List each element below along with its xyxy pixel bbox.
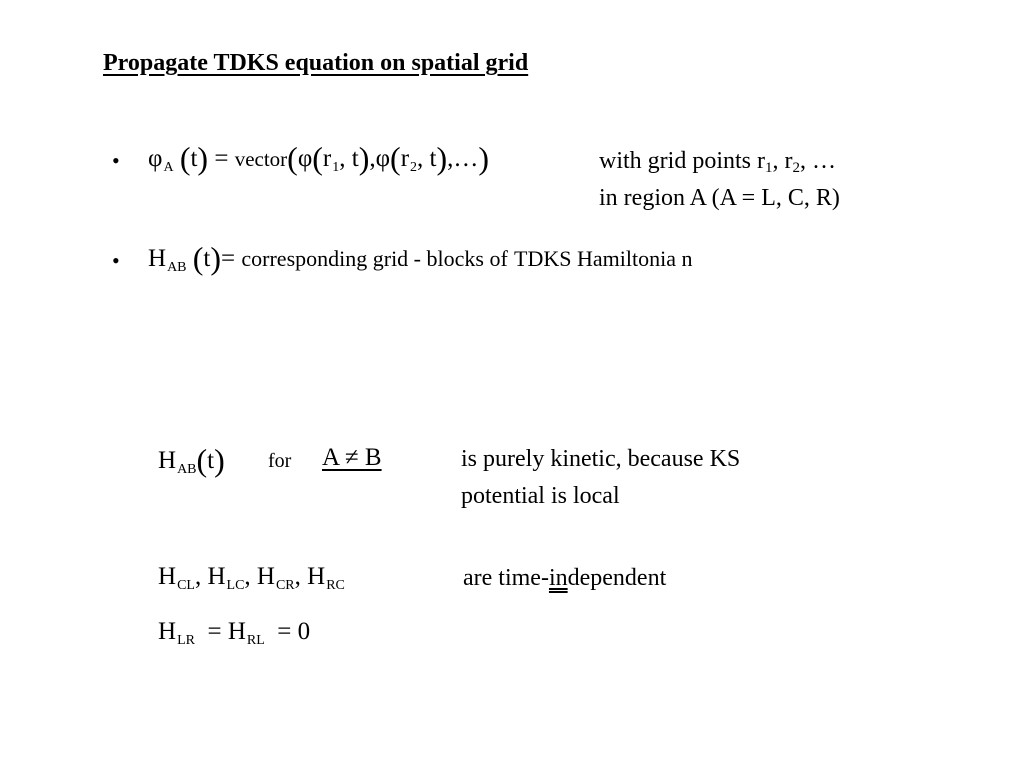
kinetic-explanation-line1: is purely kinetic, because KS [461, 446, 741, 472]
equation-phi: $\varphi_A$ $(t) = vector(\varphi(r_1$, $t),\varphi(r_2$, t),…) [148, 140, 490, 176]
equation-coupling-blocks: $H_{CL}$, $H_{LC}$, $H_{CR}$, $H_{RC}$ [158, 563, 345, 593]
region-note: in region A (A = L, C, R) [599, 185, 840, 211]
time-variable: t [190, 145, 198, 172]
grid-points-note: with grid points $r_1$, $r_2$, … [599, 148, 836, 176]
time-independent-note: are time-independent [463, 565, 667, 591]
equation-hamiltonian-block: $H_{AB}$ (t)= corresponding grid - blocks of TDKS Hamiltonia n [148, 240, 693, 276]
vector-word: vector [234, 147, 288, 171]
slide-title: Propagate TDKS equation on spatial grid [103, 50, 529, 76]
bullet-2: • [112, 248, 120, 273]
phi-symbol: φ [148, 145, 163, 172]
equals-sign: = [214, 145, 229, 172]
equation-lr-zero: $H_{LR} = H_{RL} = 0$ [158, 618, 311, 648]
phi-subscript: A [163, 160, 174, 175]
for-word: for [268, 450, 292, 472]
kinetic-explanation-line2: potential is local [461, 483, 620, 509]
equation-hab-offdiag: $H_{AB}(t)$ [158, 442, 225, 478]
condition-a-neq-b: A ≠ B [322, 444, 382, 471]
h-symbol: H [148, 245, 167, 272]
bullet-1: • [112, 148, 120, 173]
